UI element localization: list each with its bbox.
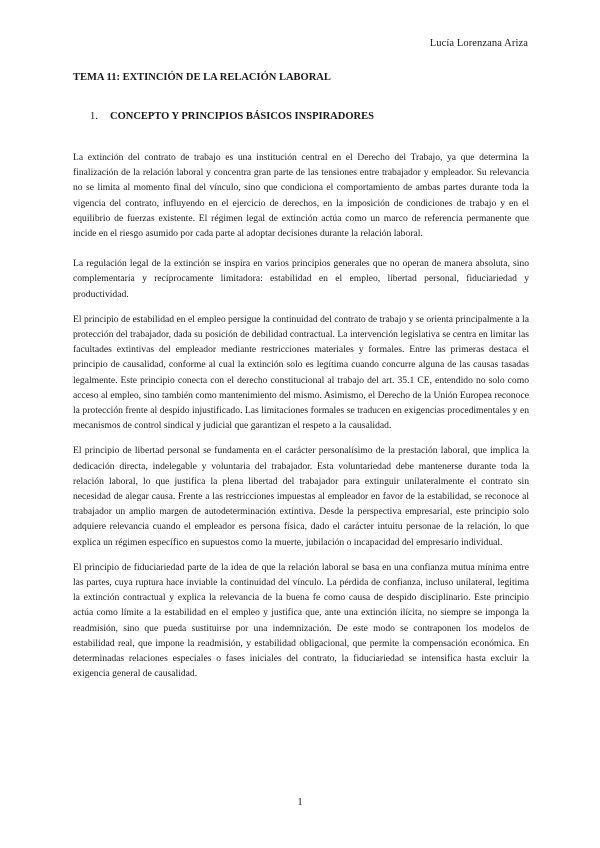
- paragraph: El principio de libertad personal se fundamenta en el carácter personalísimo de la prestación laboral, que implica la dedicación directa, indelegable y voluntaria del trabajador. Esta voluntariedad debe mantenerse durante toda la relación laboral, lo que justifica la plena libertad del trabajador para extinguir unilateralmente el contrato sin necesidad de alegar causa. Frente a las restricciones impuestas al empleador en favor de la estabilidad, se reconoce al trabajador un amplio margen de autodeterminación extintiva. Desde la perspectiva empresarial, este principio solo adquiere relevancia cuando el empleador es persona física, dado el carácter intuitu personae de la relación, lo que explica un régimen específico en supuestos como la muerte, jubilación o incapacidad del empresario individual.: [73, 445, 529, 548]
- section-title: CONCEPTO Y PRINCIPIOS BÁSICOS INSPIRADORES: [110, 111, 374, 122]
- document-body: [73, 150, 529, 682]
- paragraph: La extinción del contrato de trabajo es una institución central en el Derecho del Trabajo, ya que determina la finalización de la relación laboral y concentra gran parte de las tensiones entre trabajador y empleador. Su relevancia no se limita al momento final del vínculo, sino que condiciona el comportamiento de ambas partes durante toda la vigencia del contrato, influyendo en el ejercicio de derechos, en la imposición de condiciones de trabajo y en el equilibrio de fuerzas existente. El régimen legal de extinción actúa como un marco de referencia permanente que incide en el riesgo asumido por cada parte al adoptar decisiones durante la relación laboral.: [73, 152, 529, 240]
- document-title: TEMA 11: EXTINCIÓN DE LA RELACIÓN LABORAL: [73, 72, 331, 83]
- section-number: 1.: [90, 111, 98, 122]
- page-number: 1: [297, 797, 303, 808]
- header-author: Lucía Lorenzana Ariza: [429, 38, 528, 49]
- paragraph: La regulación legal de la extinción se inspira en varios principios generales que no operan de manera absoluta, sino complementaria y recíprocamente limitadora: estabilidad en el empleo, libertad personal, fiduciariedad y productividad.: [73, 258, 529, 300]
- paragraph: El principio de estabilidad en el empleo persigue la continuidad del contrato de trabajo y se orienta principalmente a la protección del trabajador, dada su posición de debilidad contractual. La intervención legislativa se centra en limitar las facultades extintivas del empleador mediante restricciones materiales y formales. Entre las primeras destaca el principio de causalidad, conforme al cual la extinción solo es legítima cuando concurre alguna de las causas tasadas legalmente. Este principio conecta con el derecho constitucional al trabajo del art. 35.1 CE, entendido no solo como acceso al empleo, sino también como mantenimiento del mismo. Asimismo, el Derecho de la Unión Europea reconoce la protección frente al despido injustificado. Las limitaciones formales se traducen en exigencias procedimentales y en mecanismos de control sindical y judicial que garantizan el respeto a la causalidad.: [73, 313, 529, 432]
- paragraph: El principio de fiduciariedad parte de la idea de que la relación laboral se basa en una confianza mutua mínima entre las partes, cuya ruptura hace inviable la continuidad del vínculo. La pérdida de confianza, incluso unilateral, legitima la extinción contractual y explica la relevancia de la buena fe como causa de despido disciplinario. Este principio actúa como límite a la estabilidad en el empleo y justifica que, ante una extinción ilícita, no siempre se imponga la readmisión, sino que pueda sustituirse por una indemnización. De este modo se contraponen los modelos de estabilidad real, que impone la readmisión, y estabilidad obligacional, que permite la compensación económica. En determinadas relaciones especiales o fases iniciales del contrato, la fiduciariedad se intensifica hasta excluir la exigencia general de causalidad.: [73, 561, 529, 680]
- section-heading: [90, 111, 374, 122]
